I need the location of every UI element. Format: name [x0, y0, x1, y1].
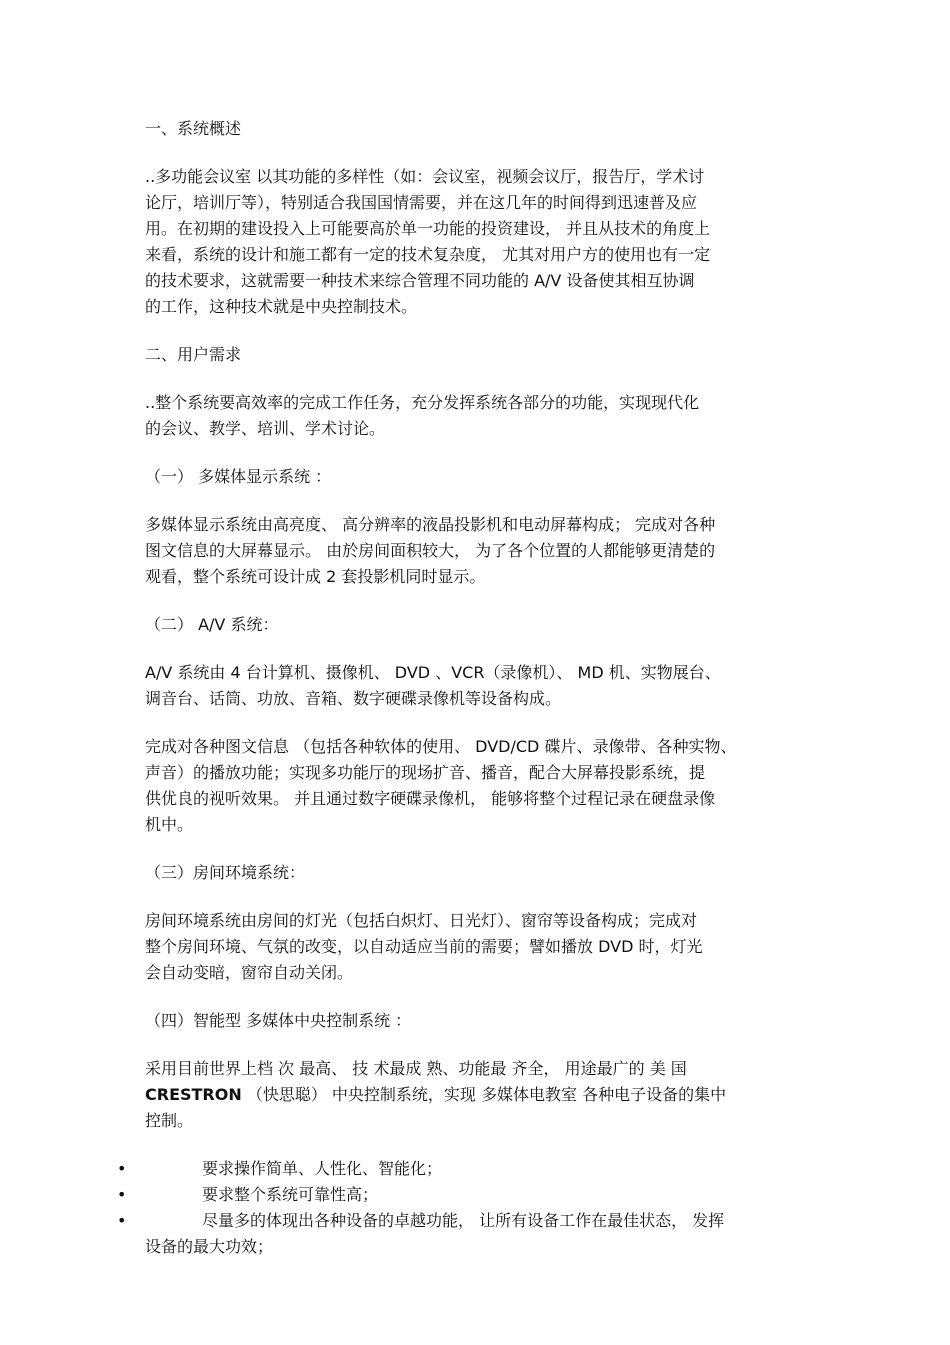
text-line: 的工作，这种技术就是中央控制技术。	[145, 297, 418, 316]
text-line: ..整个系统要高效率的完成工作任务，充分发挥系统各部分的功能，实现现代化	[145, 393, 700, 412]
section-2-paragraph	[145, 390, 810, 442]
subsection-2-paragraph-2	[145, 734, 810, 838]
section-2-heading: 二、用户需求	[145, 345, 242, 364]
text-line: A/V 系统由 4 台计算机、摄像机、 DVD 、VCR（录像机）、 MD 机、实物展台、	[145, 663, 721, 682]
text-line: 采用目前世界上档 次 最高、 技 术最成 熟、功能最 齐全， 用途最广的 美 国	[145, 1059, 687, 1078]
text-line: 整个房间环境、气氛的改变，以自动适应当前的需要；譬如播放 DVD 时，灯光	[145, 937, 703, 956]
list-item-text: 要求操作简单、人性化、智能化；	[202, 1159, 443, 1178]
list-item-text: 要求整个系统可靠性高；	[202, 1185, 379, 1204]
text-line: 的会议、教学、培训、学术讨论。	[145, 419, 386, 438]
list-item-text: 尽量多的体现出各种设备的卓越功能， 让所有设备工作在最佳状态， 发挥	[202, 1211, 725, 1230]
text-line: 会自动变暗，窗帘自动关闭。	[145, 963, 354, 982]
text-fragment: （快思聪） 中央控制系统，实现 多媒体电教室 各种电子设备的集中	[241, 1085, 727, 1104]
text-line: 图文信息的大屏幕显示。 由於房间面积较大， 为了各个位置的人都能够更清楚的	[145, 541, 716, 560]
subsection-3-paragraph	[145, 908, 810, 986]
bullet-icon: •	[117, 1185, 127, 1204]
bullet-icon: •	[117, 1159, 127, 1178]
list-item-continuation	[145, 1234, 810, 1260]
document-body	[117, 116, 810, 1260]
subsection-3-heading: （三）房间环境系统：	[145, 863, 306, 882]
text-line	[145, 1082, 810, 1108]
brand-name: CRESTRON	[145, 1085, 242, 1104]
text-line: 的技术要求，这就需要一种技术来综合管理不同功能的 A/V 设备使其相互协调	[145, 271, 695, 290]
text-line: 观看，整个系统可设计成 2 套投影机同时显示。	[145, 567, 486, 586]
text-line: 供优良的视听效果。 并且通过数字硬碟录像机， 能够将整个过程记录在硬盘录像	[145, 789, 716, 808]
bullet-icon: •	[117, 1211, 127, 1230]
text-line: 完成对各种图文信息 （包括各种软体的使用、 DVD/CD 碟片、录像带、各种实物、	[145, 737, 737, 756]
section-1-heading: 一、系统概述	[145, 119, 242, 138]
text-line: 多媒体显示系统由高亮度、 高分辨率的液晶投影机和电动屏幕构成； 完成对各种	[145, 515, 716, 534]
list-item-text: 设备的最大功效；	[145, 1237, 274, 1256]
section-1-paragraph	[145, 164, 810, 320]
subsection-2-heading: （二） A/V 系统：	[145, 615, 279, 634]
subsection-4-heading: （四）智能型 多媒体中央控制系统 ：	[145, 1011, 412, 1030]
text-line: 调音台、话筒、功放、音箱、数字硬碟录像机等设备构成。	[145, 689, 562, 708]
text-line: 声音）的播放功能；实现多功能厅的现场扩音、播音，配合大屏幕投影系统，提	[145, 763, 706, 782]
subsection-1-heading: （一） 多媒体显示系统 ：	[145, 467, 332, 486]
text-line: ..多功能会议室 以其功能的多样性（如：会议室，视频会议厅，报告厅，学术讨	[145, 167, 705, 186]
requirements-list	[117, 1156, 810, 1260]
text-line: 论厅，培训厅等），特别适合我国国情需要，并在这几年的时间得到迅速普及应	[145, 193, 698, 212]
subsection-2-paragraph-1	[145, 660, 810, 712]
list-item	[117, 1156, 810, 1182]
text-line: 用。在初期的建设投入上可能要高於单一功能的投资建设， 并且从技术的角度上	[145, 219, 711, 238]
text-line: 房间环境系统由房间的灯光（包括白炽灯、日光灯）、窗帘等设备构成；完成对	[145, 911, 698, 930]
text-line: 控制。	[145, 1111, 194, 1130]
list-item	[117, 1182, 810, 1208]
list-item	[117, 1208, 810, 1234]
subsection-4-paragraph	[145, 1056, 810, 1134]
text-line: 机中。	[145, 815, 194, 834]
subsection-1-paragraph	[145, 512, 810, 590]
text-line: 来看，系统的设计和施工都有一定的技术复杂度， 尤其对用户方的使用也有一定	[145, 245, 711, 264]
